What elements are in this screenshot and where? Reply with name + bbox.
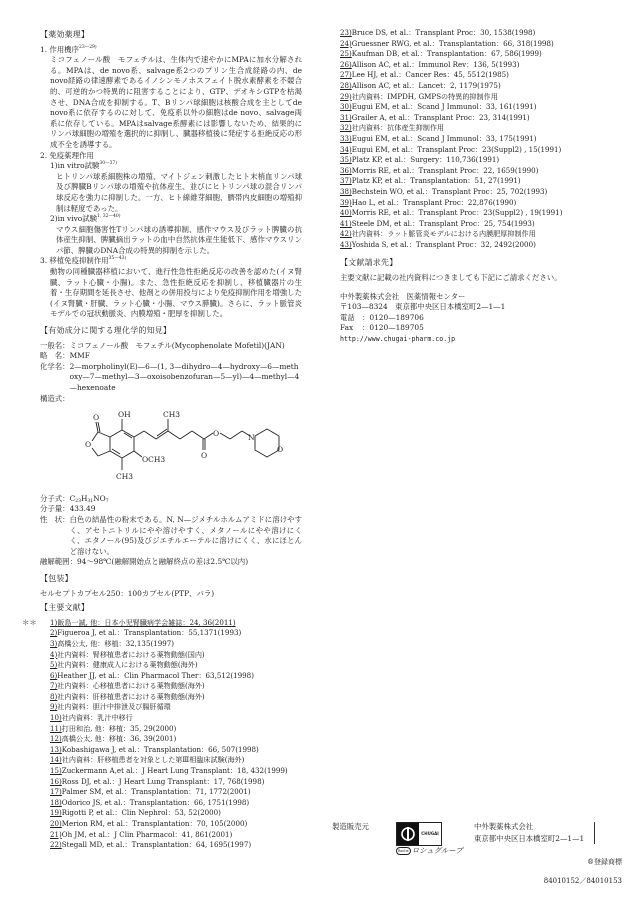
reference-item: 12)高橋公太, 他：移植：36, 39(2001) — [50, 734, 177, 744]
reference-item: 34)Eugui EM, et al.：Transplant Proc：23(Suppl2) , 15(1991) — [340, 144, 562, 154]
reference-item: 11)打田和治, 他：移植：35, 29(2000) — [50, 723, 177, 733]
fax-row: Fax ：0120—189705 — [340, 323, 424, 333]
phone-row: 電話 ：0120—189706 — [340, 312, 424, 322]
references-title: 【主要文献】 — [40, 603, 90, 613]
info-center-name: 中外製薬株式会社 医薬情報センター — [340, 291, 466, 301]
literature-request-text: 主要文献に記載の社内資料につきましても下記にご請求ください。 — [340, 273, 562, 283]
o-morph-label: O — [277, 445, 284, 455]
chugai-emblem-icon — [397, 823, 419, 845]
reference-item: 37)Platz KP, et al.：Transplantation：51, 27(1991) — [340, 176, 521, 186]
reference-item: 23)Bruce DS, et al.：Transplant Proc：30, 1538(1998) — [340, 28, 536, 37]
chem-name: 2—morpholinyl(E)—6—(1, 3—dihydro—4—hydroxy—6—methoxy—7—methyl—3—oxoisobenzofuran—5—yl)—4—methyl—4—hexenoate — [69, 361, 300, 392]
pharmacology-title: 【薬効薬理】 — [40, 30, 90, 39]
reference-item: 40)Morris RE, et al.：Transplant Proc：23(Suppl2) , 19(1991) — [340, 208, 563, 218]
immunopharm-heading: 2. 免疫薬理作用 — [40, 150, 94, 160]
reference-item: 15)Zuckermann A,et al.：J Heart Lung Transplant：18, 432(1999) — [50, 766, 288, 776]
properties: 白色の結晶性の粉末である。N, N—ジメチルホルムアミドに溶けやすく、アセトニトリルにやや溶けやすく、メタノールにやや溶けにくく、エタノール(95)及びジエチルエーテルに溶けにくく、水にほとんど溶けない。 — [69, 514, 302, 556]
o-ring-label: O — [85, 440, 92, 450]
molecular-weight: 433.49 — [69, 504, 96, 514]
document-code: 84010152／84010153 — [543, 877, 622, 885]
chemical-structure-diagram — [70, 408, 300, 486]
reference-item: 18)Odorico JS, et al.：Transplantation：66, 1751(1998) — [50, 797, 250, 807]
reference-item: 1)飯島一誠, 他：日本小児腎臓病学会雑誌：24, 36(2011) — [50, 617, 236, 627]
reference-item: 36)Morris RE, et al.：Transplant Proc：22, 1659(1990) — [340, 165, 539, 175]
ch3-top-label: CH3 — [163, 410, 181, 420]
reference-item: 21)Oh JM, et al.：J Clin Pharmacol：41, 861(2001) — [50, 829, 233, 839]
abbr: MMF — [69, 351, 90, 361]
reference-item: 3)高橋公太, 他：移植：32,135(1997) — [50, 638, 175, 648]
reference-item: 9)社内資料：胆汁中排泄及び腸肝循環 — [50, 702, 171, 712]
reference-item: 24)Gruessner RWG, et al.：Transplantation：66, 318(1998) — [340, 38, 554, 48]
general-name: ミコフェノール酸 モフェチル(Mycophenolate Mofetil)(JAN) — [69, 340, 285, 350]
website-link[interactable]: http://www.chugai-pharm.co.jp — [340, 335, 456, 344]
reference-item: 30)Eugui EM, et al.：Scand J Immunol：33, 161(1991) — [340, 102, 537, 112]
melting-range: 94～98℃(融解開始点と融解終点の差は2.5℃以内) — [76, 557, 249, 567]
molecular-formula: $C_{23}H_{31}NO_7$ — [69, 493, 109, 504]
reference-item: 25)Kaufman DB, et al.：Transplantation：67, 586(1999) — [340, 49, 542, 59]
reference-item: 33)Eugui EM, et al.：Scand J Immunol：33, 175(1991) — [340, 133, 537, 143]
reference-item: 4)社内資料：腎移植患者における薬物動態(国内) — [50, 649, 205, 659]
formula-row: 分子式： $C_{23}H_{31}NO_7$ — [40, 494, 302, 505]
n-label: N — [248, 433, 255, 443]
reference-item: 35)Platz KP, et al.：Surgery：110,736(1991) — [340, 155, 500, 165]
mechanism-body: ミコフェノール酸 モフェチルは、生体内で速やかにMPAに加水分解される。MPAは、de novo系、salvage系2つのプリン生合成経路の内、de novo経路の律速酵素であるイノシンモノホスフェイト脱水素酵素を不競合的、可逆的かつ特異的に阻害することにより、GTP、デオキシGTPを枯渇させ、DNA合成を抑制する。T、Bリンパ球細胞は核酸合成を主としてde novo系に依存するのに対して、免疫系以外の細胞はde novo、salvage両系に依存している。MPAはsalvage系酵素には影響しないため、結果的にリンパ球細胞の増殖を選択的に抑制し、臓器移植後に発症する拒絶反応の形成不全を誘導する。 — [50, 55, 302, 149]
reference-item: 38)Bechstein WO, et al.：Transplant Proc：25, 702(1993) — [340, 186, 548, 196]
o-ester-label: O — [213, 429, 220, 439]
roche-group — [396, 846, 463, 857]
reference-list-left — [22, 617, 302, 851]
reference-item: 5)社内資料：健康成人における薬物動態(海外) — [50, 660, 198, 670]
och3-label: OCH3 — [142, 455, 166, 465]
info-center-address: 〒103—8324 東京都中央区日本橋室町2—1—1 — [340, 302, 506, 312]
reference-item: 27)Lee HJ, et al.：Cancer Res：45, 5512(1985) — [340, 70, 509, 80]
right-column — [340, 28, 610, 345]
roche-hexagon-icon: Roche — [398, 849, 409, 854]
reference-item: 43)Yoshida S, et al.：Transplant Proc：32, 2492(2000) — [340, 239, 536, 249]
reference-item: 39)Hao L, et al.：Transplant Proc：22,876(1990) — [340, 197, 517, 207]
abbr-row: 略 名： MMF — [40, 351, 302, 362]
reference-item: 14)社内資料：肝移植患者を対象とした第Ⅲ相臨床試験(海外) — [50, 755, 245, 765]
reference-item: 42)社内資料：ラット脈管炎モデルにおける内膜肥厚抑制作用 — [340, 229, 536, 239]
revision-marker: ＊＊ — [22, 617, 37, 627]
o-ester-carbonyl-label: O — [201, 451, 208, 461]
left-column — [22, 30, 302, 851]
reference-item: 28)Allison AC, et al.：Lancet：2, 1179(1975) — [340, 80, 501, 90]
chugai-logo — [396, 822, 442, 846]
company-address: 東京都中央区日本橋室町2—1—1 — [474, 834, 585, 843]
o-carbonyl-label: O — [93, 413, 100, 423]
general-name-row: 一般名： ミコフェノール酸 モフェチル(Mycophenolate Mofetil)(JAN) — [40, 341, 302, 352]
physchem-title: 【有効成分に関する理化学的知見】 — [40, 326, 172, 336]
reference-item: 32)社内資料：抗体産生抑制作用 — [340, 123, 445, 133]
mechanism-heading: 1. 作用機序$^{23—29)}$ — [40, 44, 97, 54]
chem-name-row: 化学名： 2—morpholinyl(E)—6—(1, 3—dihydro—4—hydroxy—6—methoxy—7—methyl—3—oxoisobenzofuran—5—yl)—4—methyl—4—hexenoate — [40, 362, 302, 394]
reference-item: 7)社内資料：心移植患者における薬物動態(海外) — [50, 681, 205, 691]
props-row: 性 状： 白色の結晶性の粉末である。N, N—ジメチルホルムアミドに溶けやすく、アセトニトリルにやや溶けやすく、メタノールにやや溶けにくく、エタノール(95)及びジエチルエーテルに溶けにくく、水にほとんど溶けない。 — [40, 514, 302, 556]
reference-item: 29)社内資料：IMPDH, GMPSの特異的抑制作用 — [340, 91, 498, 101]
roche-group-text: ロシュグループ — [411, 846, 463, 855]
reference-item: 8)社内資料：肝移植患者における薬物動態(海外) — [50, 691, 205, 701]
reference-item: 10)社内資料：乳汁中移行 — [50, 713, 133, 723]
trademark-note: ®登録商標 — [587, 858, 622, 866]
reference-item: 17)Palmer SM, et al.：Transplantation：71, 1772(2001) — [50, 787, 251, 797]
reference-item: 13)Kobashigawa J, et al.：Transplantation：66, 507(1998) — [50, 744, 259, 754]
manufacturer-label: 製造販売元 — [332, 822, 369, 831]
mp-row: 融解範囲： 94～98℃(融解開始点と融解終点の差は2.5℃以内) — [40, 557, 302, 568]
in-vivo-body: マウス細胞傷害性Tリンパ球の誘導抑制、感作マウス及びラット脾臓の抗体産生抑制、脾臓摘出ラットの血中自然抗体産生能低下、感作マウスリンパ節、脾臓のDNA合成の特異的抑制を示した。 — [56, 224, 302, 255]
oh-label: OH — [118, 410, 131, 420]
reference-item: 31)Grailer A, et al.：Transplant Proc：23, 314(1991) — [340, 112, 530, 122]
footer-divider — [594, 822, 595, 844]
structure-label: 構造式： — [40, 393, 70, 403]
reference-item: 22)Stegall MD, et al.：Transplantation：64, 1695(1997) — [50, 840, 252, 850]
reference-item: 16)Ross DJ, et al.：J Heart Lung Transplant：17, 768(1998) — [50, 776, 265, 786]
literature-request-title: 【文献請求先】 — [340, 258, 398, 268]
ch3-bottom-label: CH3 — [116, 472, 134, 482]
reference-item: 2)Figueroa J, et al.：Transplantation：55,1371(1993) — [50, 628, 242, 638]
reference-item: 19)Rigotti P, et al.：Clin Nephrol：53, 52(2000) — [50, 808, 221, 818]
packaging-title: 【包装】 — [40, 573, 73, 583]
transplant-body: 動物の同種臓器移植において、進行性急性拒絶反応の改善を認めた(イヌ腎臓、ラット心臓・小腸)。また、急性拒絶反応を抑制し、移植臓器片の生着・生存期間を延長させ、他剤との併用投与により免疫抑制作用を増強した(イヌ腎臓・肝臓、ラット心臓・小腸、マウス膵臓)。さらに、ラット脈管炎モデルでの冠状動脈炎、内膜増殖・肥厚を抑制した。 — [50, 267, 302, 319]
packaging-text: セルセプトカプセル250：100カプセル(PTP、バラ) — [40, 588, 215, 598]
reference-item: 20)Merion RM, et al.：Transplantation：70, 105(2000) — [50, 819, 248, 828]
mw-row: 分子量： 433.49 — [40, 504, 302, 515]
reference-item: 6)Heather JJ, et al.：Clin Pharmacol Ther：63,512(1998) — [50, 670, 254, 680]
reference-list-right — [340, 28, 610, 250]
chugai-logo-text: CHUGAI — [421, 830, 439, 836]
transplant-heading: 3. 移植免疫抑制作用$^{35—43)}$ — [40, 256, 127, 266]
in-vitro-heading: 1)in vitro試験$^{30—37)}$ — [50, 161, 118, 171]
company-name: 中外製薬株式会社 — [474, 822, 534, 831]
reference-item: 26)Allison AC, et al.：Immunol Rev：136, 5(1993) — [340, 59, 520, 69]
in-vitro-body: ヒトリンパ球系細胞株の増殖、マイトジェン刺激したヒト末梢血リンパ球及び脾臓Bリンパ球の増殖や抗体産生、並びにヒトリンパ球の混合リンパ球反応を強力に抑制した。一方、ヒト線維芽細胞、臍帯内皮細胞の増殖抑制は軽度であった。 — [56, 171, 302, 213]
reference-item: 41)Steele DM, et al.：Transplant Proc：25, 754(1993) — [340, 218, 535, 228]
in-vivo-heading: 2)in vivo試験$^{1, 32—40)}$ — [50, 214, 121, 224]
